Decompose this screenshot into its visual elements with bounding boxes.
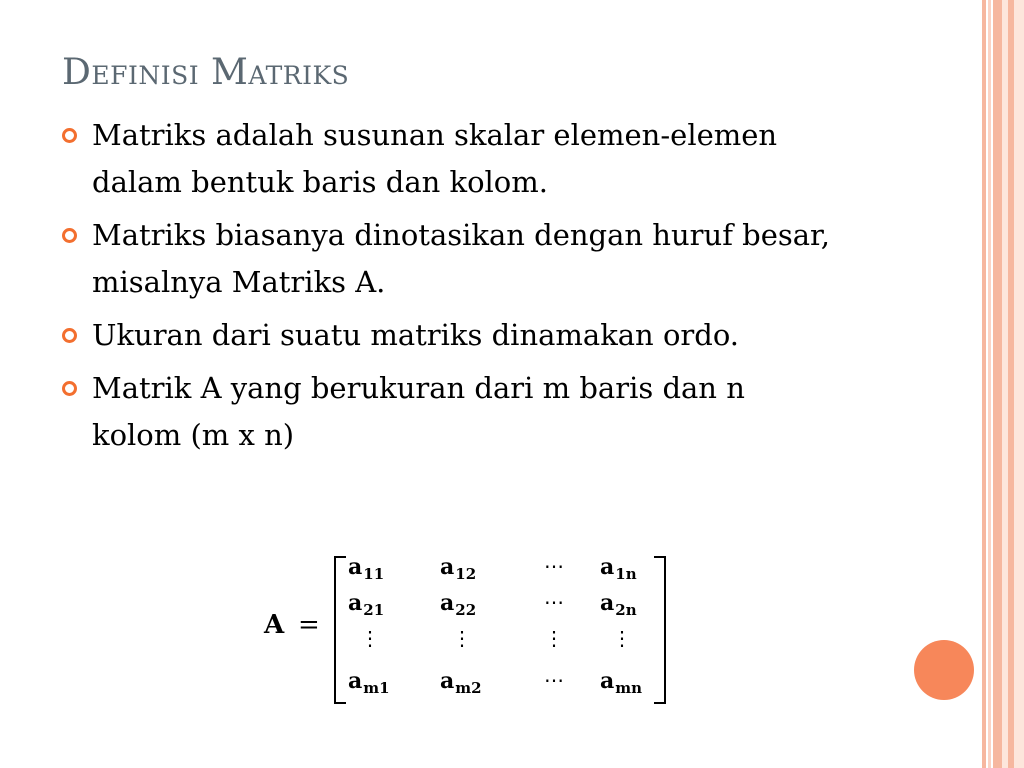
matrix-cell: [544, 554, 564, 578]
matrix-cell-base: ⋮: [544, 626, 564, 650]
matrix-figure: [264, 552, 664, 702]
matrix-cell-base: ⋯: [544, 668, 564, 692]
bullet-text: Matrik A yang berukuran dari m baris dan n kolom (m x n): [92, 371, 745, 452]
matrix-left-bracket: [334, 556, 346, 704]
matrix-cell: [440, 554, 476, 583]
bullet-item: [62, 212, 832, 306]
matrix-cell: [544, 590, 564, 614]
matrix-cell: [612, 626, 632, 650]
matrix-cell-base: a: [440, 590, 455, 616]
matrix-cell: [440, 668, 482, 697]
matrix-cell-base: a: [600, 668, 615, 694]
bullet-text: Matriks adalah susunan skalar elemen-elemen dalam bentuk baris dan kolom.: [92, 118, 778, 199]
decor-stripe: [993, 0, 1002, 768]
matrix-cell-subscript: 2n: [615, 601, 637, 619]
bullet-text: Matriks biasanya dinotasikan dengan huruf besar, misalnya Matriks A.: [92, 218, 830, 299]
matrix-equals: =: [298, 610, 320, 640]
matrix-cell-subscript: m1: [363, 679, 390, 697]
matrix-cell-base: ⋮: [360, 626, 380, 650]
matrix-cell-base: ⋯: [544, 554, 564, 578]
matrix-right-bracket: [654, 556, 666, 704]
slide-title: Definisi Matriks: [62, 52, 350, 93]
matrix-cell-subscript: 1n: [615, 565, 637, 583]
matrix-cell-base: ⋯: [544, 590, 564, 614]
bullet-item: [62, 112, 832, 206]
bullet-circle-icon: [62, 228, 77, 243]
matrix-cell-subscript: 21: [363, 601, 385, 619]
matrix-cell-base: ⋮: [612, 626, 632, 650]
matrix-cell: [348, 590, 384, 619]
bullet-circle-icon: [62, 128, 77, 143]
bullet-circle-icon: [62, 328, 77, 343]
matrix-cell-base: a: [440, 554, 455, 580]
decor-stripe: [988, 0, 991, 768]
matrix-cell: [360, 626, 380, 650]
bullet-text: Ukuran dari suatu matriks dinamakan ordo.: [92, 318, 740, 352]
matrix-name: A: [264, 610, 285, 640]
matrix-cell-base: a: [348, 554, 363, 580]
bullet-circle-icon: [62, 381, 77, 396]
bullet-item: [62, 312, 832, 359]
matrix-cell: [440, 590, 476, 619]
matrix-cell: [544, 668, 564, 692]
matrix-cell-base: a: [440, 668, 455, 694]
matrix-cell: [452, 626, 472, 650]
bullet-item: [62, 365, 832, 459]
matrix-cell: [544, 626, 564, 650]
matrix-cell-subscript: 11: [363, 565, 385, 583]
matrix-cell-base: a: [348, 590, 363, 616]
matrix-cell: [600, 668, 642, 697]
decor-circle: [914, 640, 974, 700]
matrix-cell-base: a: [600, 590, 615, 616]
matrix-cell: [600, 554, 637, 583]
bullet-list: [62, 112, 832, 465]
matrix-cell-subscript: 22: [455, 601, 477, 619]
matrix-cell: [348, 554, 384, 583]
matrix-cell-subscript: m2: [455, 679, 482, 697]
decor-stripe: [982, 0, 986, 768]
matrix-cell-subscript: mn: [615, 679, 643, 697]
matrix-cell-base: a: [348, 668, 363, 694]
matrix-cell-base: ⋮: [452, 626, 472, 650]
matrix-cell-base: a: [600, 554, 615, 580]
matrix-cell: [600, 590, 637, 619]
decor-stripe: [1014, 0, 1024, 768]
matrix-cell: [348, 668, 390, 697]
matrix-cell-subscript: 12: [455, 565, 477, 583]
